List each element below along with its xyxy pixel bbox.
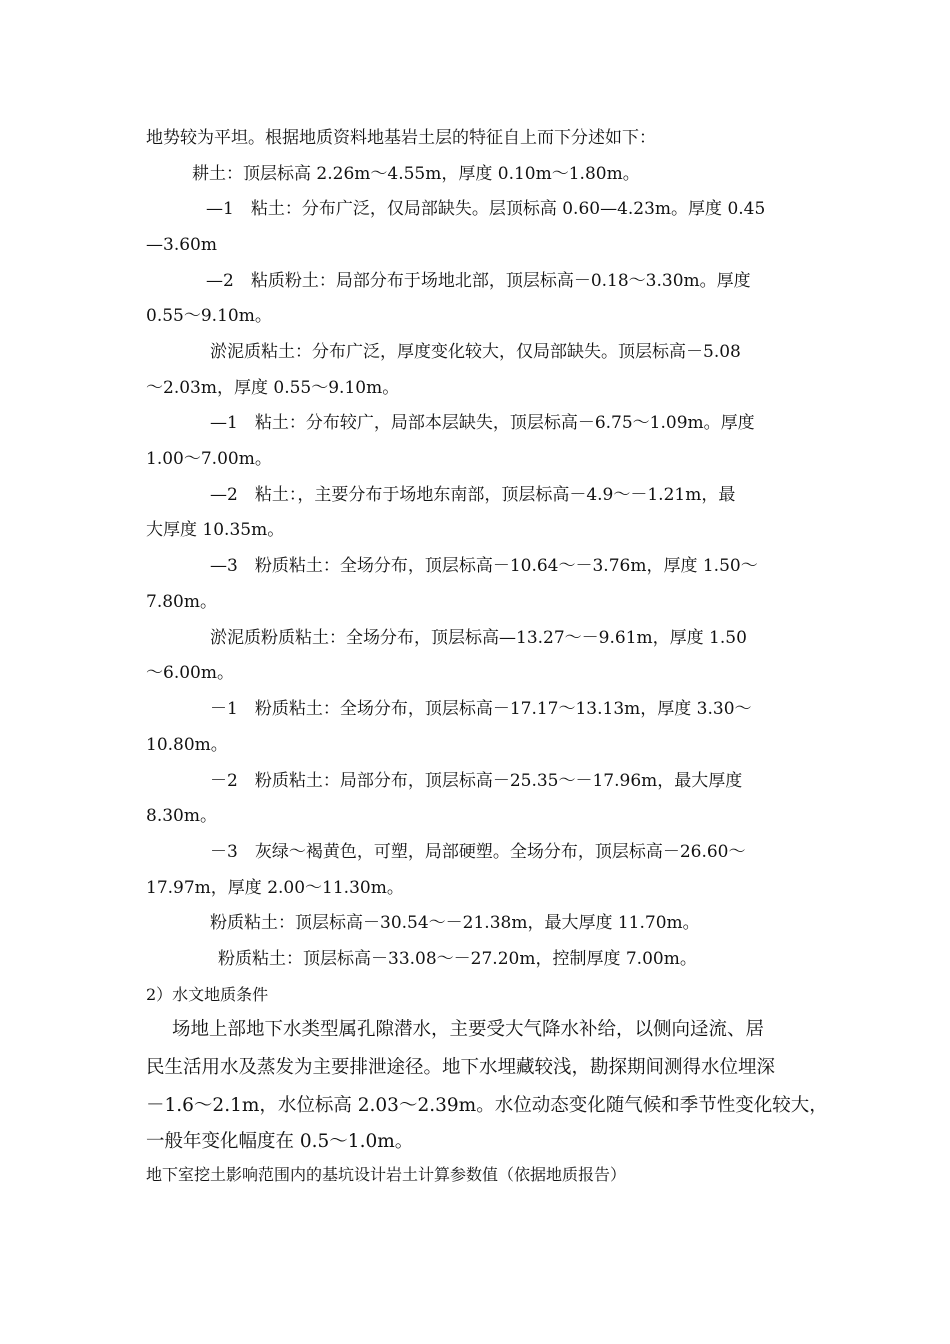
intro-line: 地势较为平坦。根据地质资料地基岩土层的特征自上而下分述如下： (146, 128, 656, 148)
hydro-line-1: 场地上部地下水类型属孔隙潜水，主要受大气降水补给，以侧向迳流、居 (172, 1019, 765, 1040)
table-caption: 地下室挖土影响范围内的基坑设计岩土计算参数值（依据地质报告） (146, 1165, 627, 1184)
hydro-line-4: 一般年变化幅度在 0.5～1.0m。 (146, 1131, 414, 1152)
hydro-line-2: 民生活用水及蒸发为主要排泄途径。地下水埋藏较浅，勘探期间测得水位埋深 (146, 1057, 776, 1078)
layer-12-line-1: 粉质粘土：顶层标高－30.54～－21.38m，最大厚度 11.70m。 (210, 913, 700, 933)
layer-9-line-2: 10.80m。 (146, 735, 228, 755)
layer-4-line-1: 淤泥质粘土：分布广泛，厚度变化较大，仅局部缺失。顶层标高－5.08 (210, 342, 741, 362)
layer-5-line-2: 1.00～7.00m。 (146, 449, 272, 469)
section-heading: 2）水文地质条件 (146, 985, 269, 1004)
layer-7-line-1: —3 粉质粘土：全场分布，顶层标高－10.64～－3.76m，厚度 1.50～ (210, 556, 758, 576)
layer-2-line-2: —3.60m (146, 235, 217, 255)
layer-4-line-2: ～2.03m，厚度 0.55～9.10m。 (146, 378, 400, 398)
layer-9-line-1: －1 粉质粘土：全场分布，顶层标高－17.17～13.13m，厚度 3.30～ (210, 699, 752, 719)
layer-7-line-2: 7.80m。 (146, 592, 217, 612)
layer-8-line-2: ～6.00m。 (146, 663, 234, 683)
layer-2-line-1: —1 粘土：分布广泛，仅局部缺失。层顶标高 0.60—4.23m。厚度 0.45 (206, 199, 766, 219)
layer-6-line-1: —2 粘土：，主要分布于场地东南部，顶层标高－4.9～－1.21m，最 (210, 485, 736, 505)
layer-3-line-2: 0.55～9.10m。 (146, 306, 272, 326)
layer-10-line-1: －2 粉质粘土：局部分布，顶层标高－25.35～－17.96m，最大厚度 (210, 771, 743, 791)
hydro-line-3: －1.6～2.1m，水位标高 2.03～2.39m。水位动态变化随气候和季节性变化较大， (146, 1095, 828, 1116)
layer-5-line-1: —1 粘土：分布较广，局部本层缺失，顶层标高－6.75～1.09m。厚度 (210, 413, 755, 433)
layer-11-line-1: －3 灰绿～褐黄色，可塑，局部硬塑。全场分布，顶层标高－26.60～ (210, 842, 746, 862)
layer-8-line-1: 淤泥质粉质粘土：全场分布，顶层标高—13.27～－9.61m，厚度 1.50 (210, 628, 747, 648)
layer-13-line-1: 粉质粘土：顶层标高－33.08～－27.20m，控制厚度 7.00m。 (218, 949, 697, 969)
layer-11-line-2: 17.97m，厚度 2.00～11.30m。 (146, 878, 404, 898)
layer-3-line-1: —2 粘质粉土：局部分布于场地北部，顶层标高－0.18～3.30m。厚度 (206, 271, 751, 291)
layer-6-line-2: 大厚度 10.35m。 (146, 520, 285, 540)
layer-10-line-2: 8.30m。 (146, 806, 217, 826)
layer-1-line-1: 耕土：顶层标高 2.26m～4.55m，厚度 0.10m～1.80m。 (192, 164, 640, 184)
